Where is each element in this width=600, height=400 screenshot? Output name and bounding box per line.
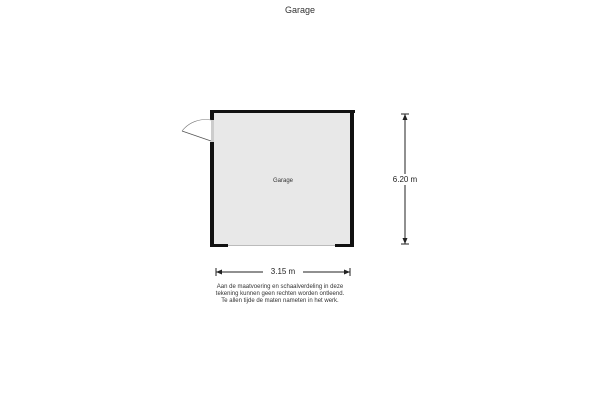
dimension-label-width: 3.15 m [270,267,296,276]
disclaimer-line: Te allen tijde de maten nameten in het werk. [221,298,339,304]
disclaimer-line: tekening kunnen geen rechten worden ontleend. [215,291,345,297]
wall-left [210,142,214,247]
side-door-swing-arc [182,120,211,131]
wall-top [210,110,355,113]
side-door-leaf [182,131,211,141]
dimension-arrow-bottom [403,238,408,244]
dimension-arrow-left [216,270,222,275]
wall-left-upper [210,110,214,120]
disclaimer-text [170,284,390,305]
dimension-label-length: 6.20 m [392,175,418,184]
wall-right [350,110,354,247]
disclaimer-line: Aan de maatvoering en schaalverdeling in deze [216,284,344,290]
dimension-arrow-top [403,114,408,120]
side-door-frame [211,120,214,142]
dimension-arrow-right [344,270,350,275]
wall-bottom-right [335,244,354,247]
wall-bottom-left [210,244,228,247]
room-label-garage: Garage [272,178,294,184]
page-title: Garage [284,5,316,15]
